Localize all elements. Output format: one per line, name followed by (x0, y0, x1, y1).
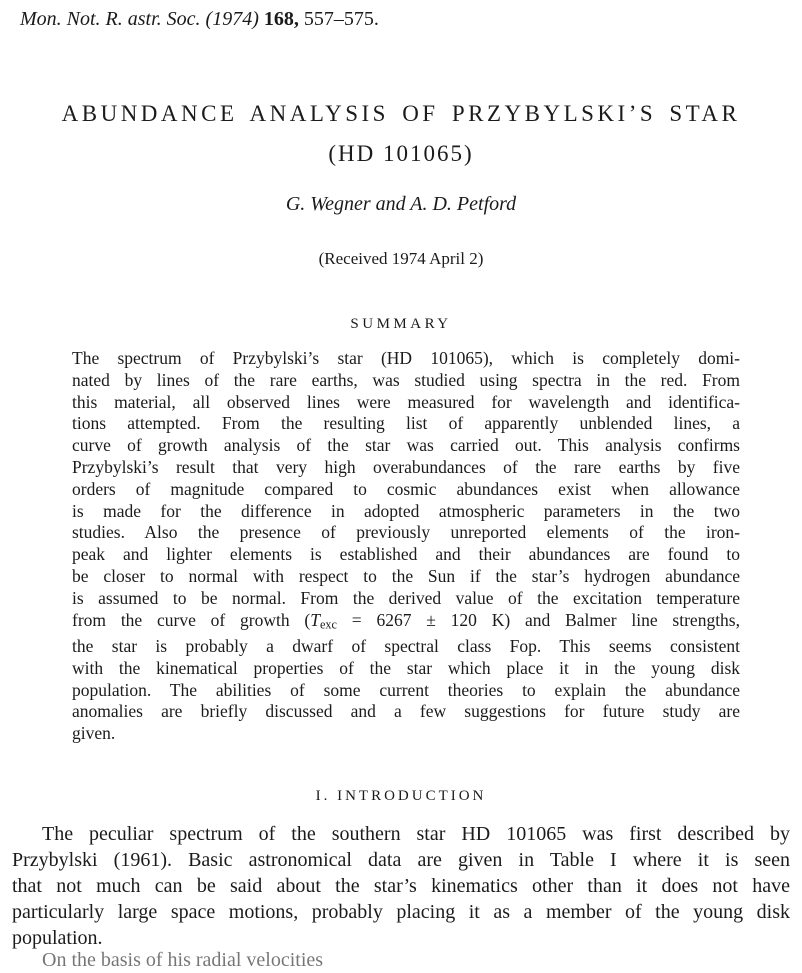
summary-abstract (72, 348, 740, 745)
text-segment: 168, (263, 8, 299, 30)
introduction-paragraph (12, 821, 790, 951)
text-segment: Mon. Not. R. astr. Soc. (1974) (20, 8, 264, 30)
summary-line: population. The abilities of some current theories to explain the abundance (72, 679, 740, 700)
summary-heading: SUMMARY (350, 316, 452, 332)
text-segment: T (310, 609, 320, 630)
summary-line: is assumed to be normal. From the derived value of the excitation temperature (72, 587, 740, 608)
text-segment: exc (320, 617, 337, 632)
journal-reference (20, 8, 379, 31)
cutoff-text-line: On the basis of his radial velocities (42, 949, 324, 971)
summary-line: Przybylski’s result that very high overabundances of the rare earths by five (72, 456, 740, 477)
summary-line: studies. Also the presence of previously unreported elements of the iron- (72, 522, 740, 543)
summary-line: nated by lines of the rare earths, was studied using spectra in the red. From (72, 369, 740, 390)
text-segment: 557–575. (298, 8, 379, 30)
summary-line: is made for the difference in adopted atmospheric parameters in the two (72, 500, 740, 521)
summary-line: orders of magnitude compared to cosmic abundances exist when allowance (72, 478, 740, 499)
introduction-heading: I. INTRODUCTION (315, 788, 487, 804)
text-segment: = 6267 ± 120 K) and Balmer line strengths, (337, 609, 740, 630)
summary-line: tions attempted. From the resulting list of apparently unblended lines, a (72, 413, 740, 434)
summary-line: this material, all observed lines were measured for wavelength and identifica- (72, 391, 740, 412)
paper-title-designation: (HD 101065) (328, 141, 474, 166)
paper-title: ABUNDANCE ANALYSIS OF PRZYBYLSKI’S STAR (61, 101, 741, 126)
summary-line: anomalies are briefly discussed and a few suggestions for future study are (72, 701, 740, 722)
summary-line: with the kinematical properties of the star which place it in the young disk (72, 657, 740, 678)
text-segment: from the curve of growth ( (72, 609, 311, 630)
summary-line: peak and lighter elements is established and their abundances are found to (72, 544, 740, 565)
body-text-line: that not much can be said about the star’s kinematics other than it does not have (12, 875, 790, 897)
received-date: (Received 1974 April 2) (318, 249, 484, 268)
summary-line: be closer to normal with respect to the Sun if the star’s hydrogen abundance (72, 565, 740, 586)
summary-line: The spectrum of Przybylski’s star (HD 101065), which is completely domi- (72, 348, 740, 368)
body-text-line: population. (12, 927, 103, 949)
body-text-line: Przybylski (1961). Basic astronomical data are given in Table I where it is seen (12, 849, 790, 871)
summary-line: the star is probably a dwarf of spectral class Fop. This seems consistent (72, 636, 740, 657)
summary-line (72, 610, 740, 636)
authors-line: G. Wegner and A. D. Petford (285, 193, 517, 215)
summary-line: curve of growth analysis of the star was carried out. This analysis confirms (72, 435, 740, 456)
summary-line: given. (72, 723, 116, 744)
body-text-line: The peculiar spectrum of the southern star HD 101065 was first described by (42, 823, 790, 845)
body-text-line: particularly large space motions, probably placing it as a member of the young disk (12, 901, 790, 923)
